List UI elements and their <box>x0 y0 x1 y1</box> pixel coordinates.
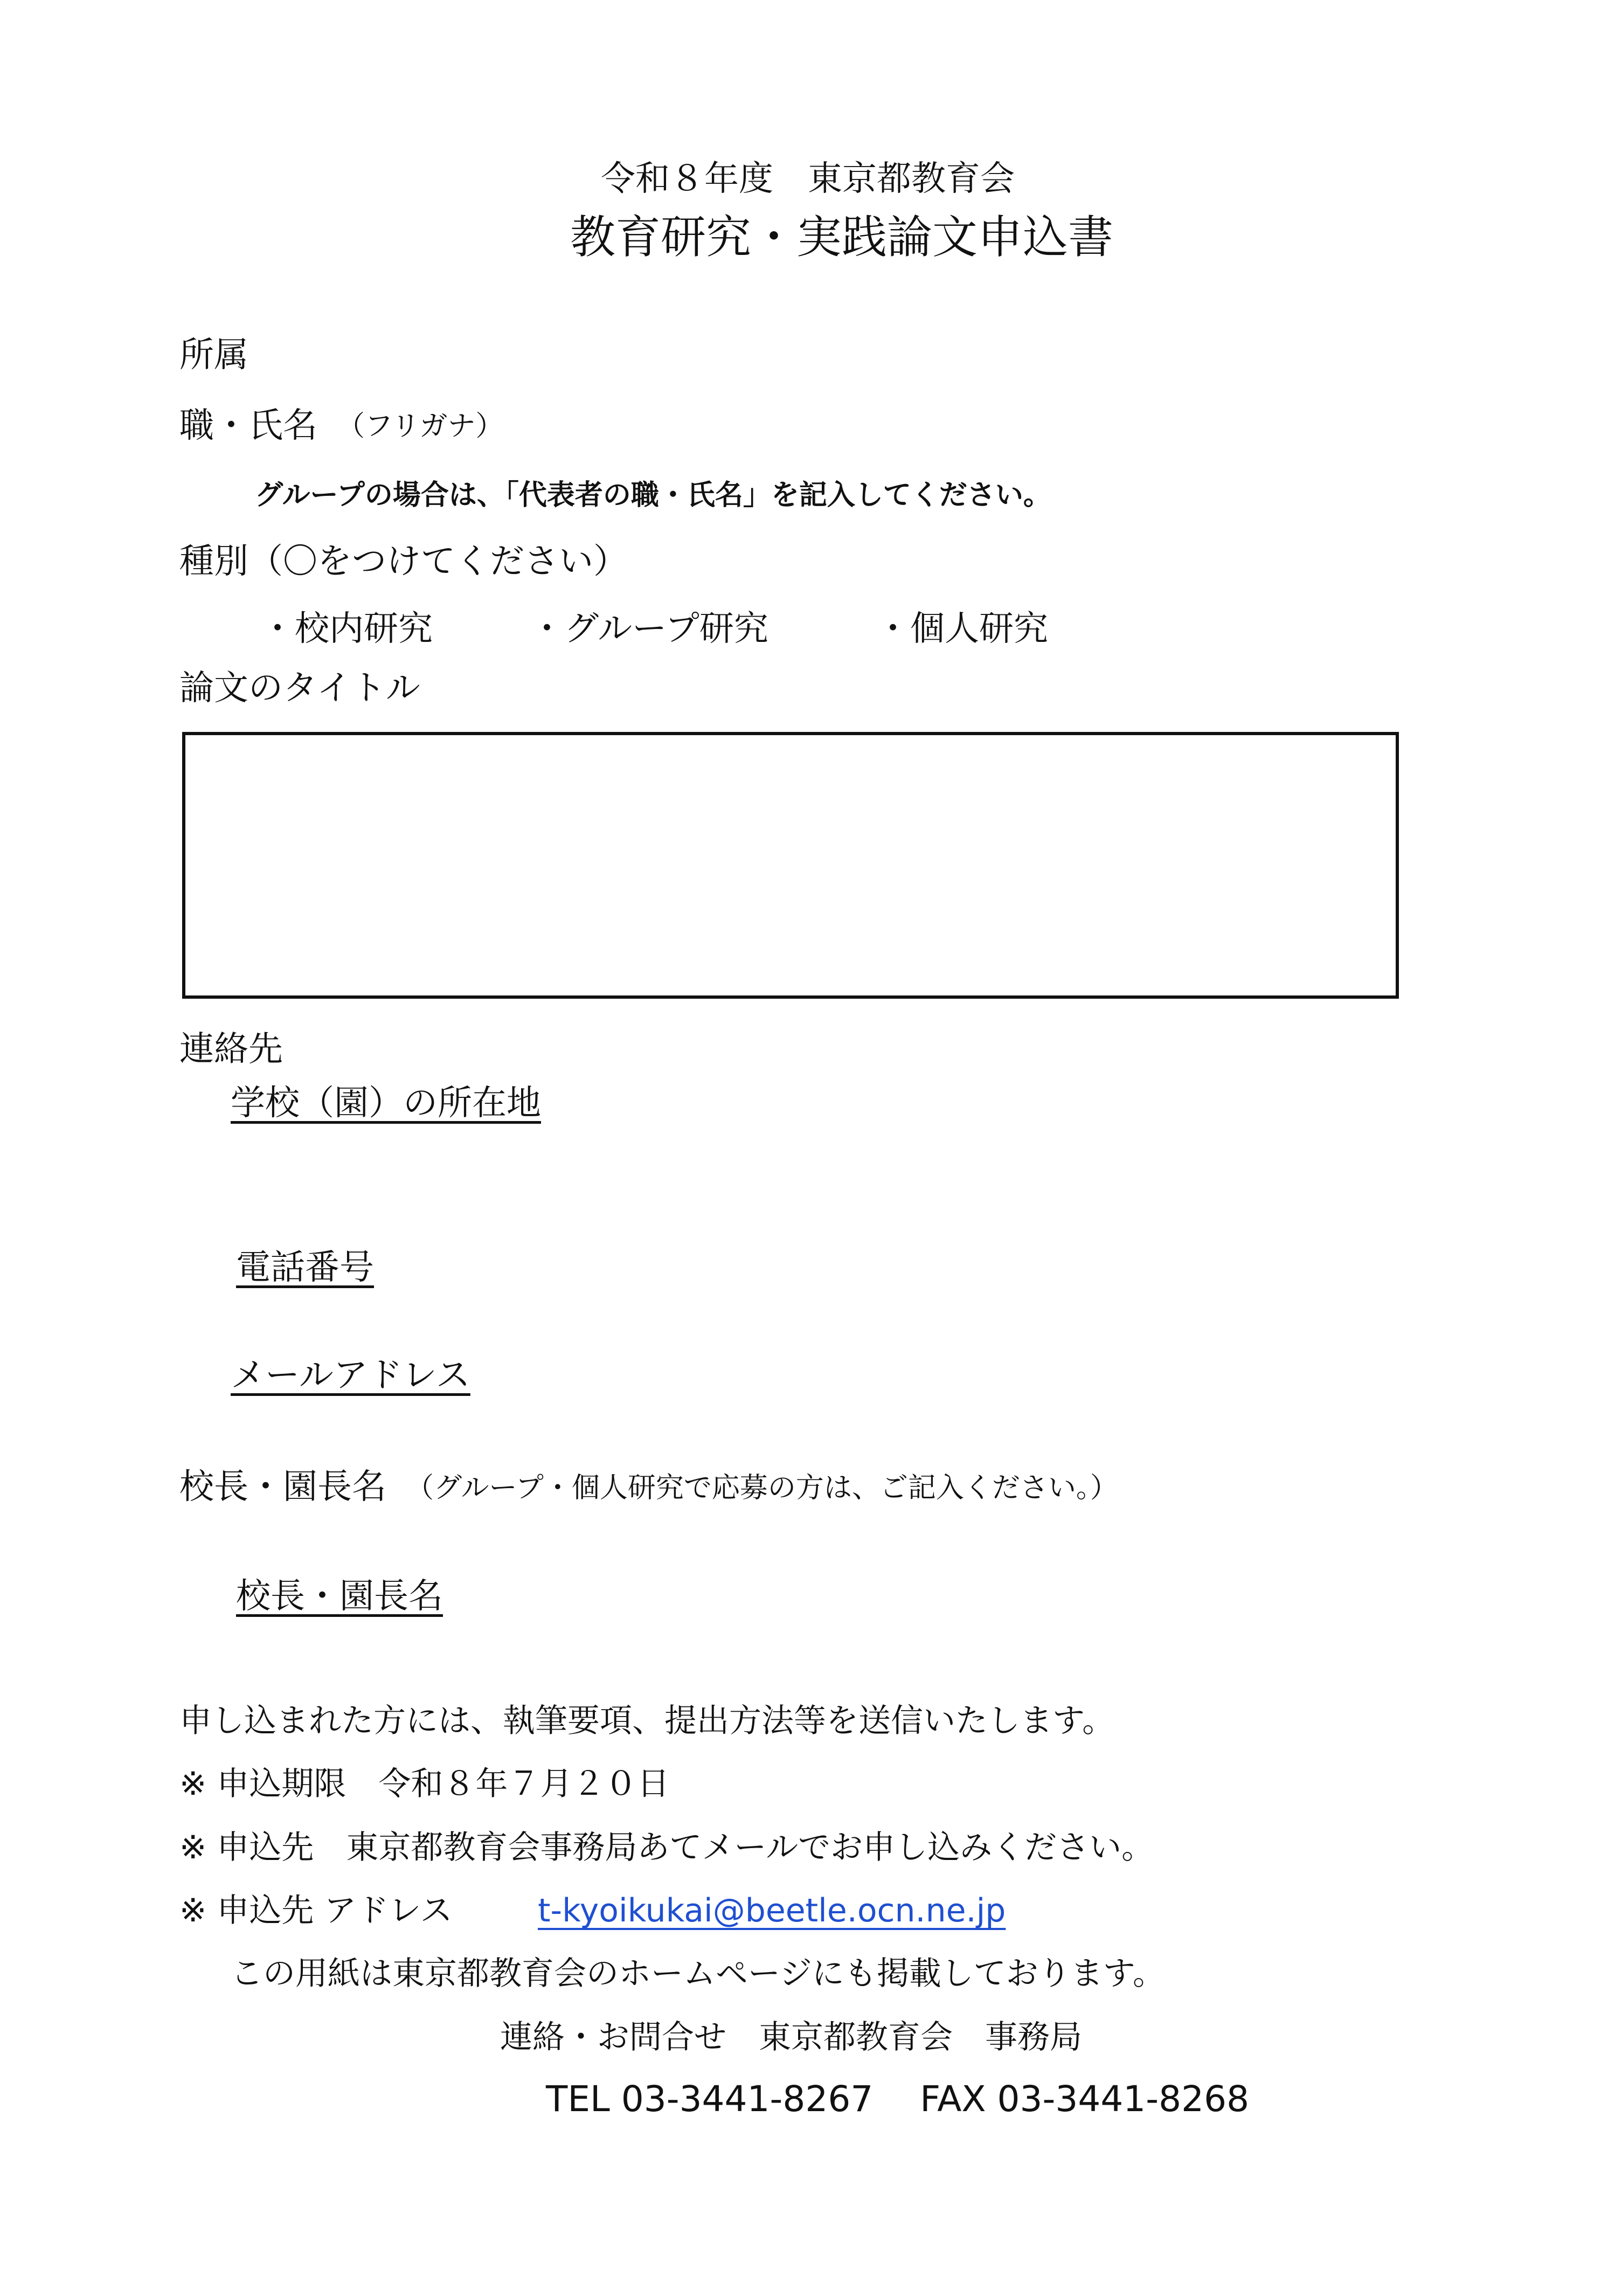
contact-email-link[interactable]: t-kyoikukai@beetle.ocn.ne.jp <box>538 1892 1006 1930</box>
destination-note: ※ 申込先 東京都教育会事務局あてメールでお申し込みください。 <box>179 1829 1154 1866</box>
inquiry-line: 連絡・お問合せ 東京都教育会 事務局 <box>500 2018 1082 2056</box>
paper-title-label: 論文のタイトル <box>179 668 420 708</box>
tel-fax-line: TEL 03-3441-8267 FAX 03-3441-8268 <box>546 2078 1250 2120</box>
group-note: グループの場合は、「代表者の職・氏名」を記入してください。 <box>255 479 1051 511</box>
principal-note: （グループ・個人研究で応募の方は、ご記入ください。） <box>406 1472 1118 1504</box>
homepage-note: この用紙は東京都教育会のホームページにも掲載しております。 <box>231 1955 1165 1993</box>
name-label: 職・氏名 <box>179 406 317 446</box>
form-title: 教育研究・実践論文申込書 <box>570 211 1114 264</box>
paper-title-box[interactable] <box>182 732 1399 999</box>
contact-label: 連絡先 <box>179 1029 283 1069</box>
school-address-label: 学校（園）の所在地 <box>231 1083 541 1123</box>
principal-label: 校長・園長名 <box>179 1467 386 1507</box>
type-option-group[interactable]: ・グループ研究 <box>530 609 768 649</box>
email-label: メールアドレス <box>231 1356 470 1395</box>
affiliation-label: 所属 <box>179 335 248 375</box>
type-option-school[interactable]: ・校内研究 <box>260 609 433 649</box>
deadline-note: ※ 申込期限 令和８年７月２０日 <box>179 1765 670 1803</box>
principal-name-label: 校長・園長名 <box>236 1576 443 1616</box>
notes-line1: 申し込まれた方には、執筆要項、提出方法等を送信いたします。 <box>179 1702 1115 1740</box>
name-furigana-label: （フリガナ） <box>337 410 504 442</box>
email-address-prefix: ※ 申込先 アドレス <box>179 1892 453 1930</box>
type-label: 種別（〇をつけてください） <box>179 542 628 582</box>
type-option-individual[interactable]: ・個人研究 <box>876 609 1048 649</box>
phone-label: 電話番号 <box>236 1248 374 1288</box>
form-subtitle: 令和８年度 東京都教育会 <box>601 159 1015 199</box>
